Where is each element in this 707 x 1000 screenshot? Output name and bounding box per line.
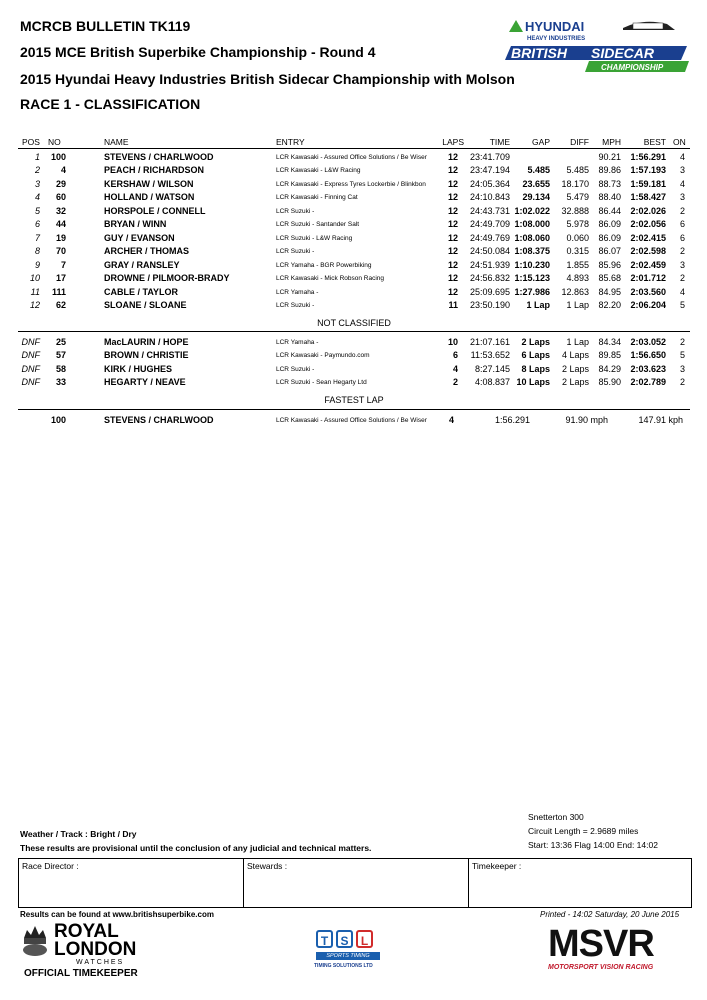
cell-diff: 18.170 (561, 178, 589, 189)
col-mph: MPH (602, 137, 621, 147)
cell-mph: 86.09 (598, 219, 621, 230)
cell-no: 17 (55, 273, 66, 284)
cell-diff: 5.485 (566, 165, 589, 176)
col-diff: DIFF (570, 137, 589, 147)
cell-gap: 5.485 (527, 165, 550, 176)
cell-mph: 89.85 (598, 350, 621, 361)
col-no: NO (48, 137, 61, 147)
not-classified-divider (18, 331, 690, 332)
circuit-length: Circuit Length = 2.9689 miles (528, 826, 639, 836)
cell-name: MacLAURIN / HOPE (104, 337, 189, 347)
cell-pos: 4 (34, 192, 40, 203)
cell-on: 5 (679, 299, 685, 310)
championship-title: 2015 MCE British Superbike Championship - Round 4 (20, 44, 376, 60)
msvr-logo (548, 925, 690, 975)
cell-on: 2 (679, 377, 685, 388)
cell-diff: 32.888 (561, 205, 589, 216)
tsl-letter: S (336, 930, 353, 948)
cell-mph: 88.40 (598, 192, 621, 203)
cell-no: 4 (60, 165, 66, 176)
cell-best: 2:02.459 (630, 259, 666, 270)
cell-laps: 12 (447, 219, 458, 230)
cell-best: 2:02.415 (630, 232, 666, 243)
race-title: RACE 1 - CLASSIFICATION (20, 96, 201, 112)
cell-best: 2:03.560 (630, 286, 666, 297)
cell-no: 7 (60, 259, 66, 270)
cell-pos: 2 (34, 165, 40, 176)
cell-diff: 1 Lap (566, 299, 589, 310)
series-title: 2015 Hyundai Heavy Industries British Sidecar Championship with Molson (20, 71, 515, 87)
cell-time: 23:50.190 (469, 299, 510, 310)
cell-time: 11:53.652 (470, 350, 510, 361)
col-entry: ENTRY (276, 137, 305, 147)
cell-laps: 12 (447, 259, 458, 270)
cell-name: STEVENS / CHARLWOOD (104, 152, 214, 162)
cell-mph: 86.07 (598, 246, 621, 257)
cell-time: 23:41.709 (469, 152, 510, 162)
cell-laps: 12 (447, 152, 458, 162)
cell-on: 2 (679, 337, 685, 347)
cell-gap: 1:08.000 (514, 219, 550, 230)
cell-laps: 12 (447, 165, 458, 176)
cell-pos: 3 (34, 178, 40, 189)
hyundai-sidecar-logo (505, 18, 690, 72)
cell-gap: 29.134 (522, 192, 550, 203)
tsl-letter: T (316, 930, 333, 948)
cell-gap: 1:10.230 (514, 259, 550, 270)
timekeeper-box (469, 859, 691, 907)
cell-name: SLOANE / SLOANE (104, 299, 187, 310)
cell-diff: 4 Laps (561, 350, 589, 361)
cell-entry: LCR Suzuki - Sean Hegarty Ltd (276, 379, 367, 387)
cell-no: 58 (55, 363, 66, 374)
cell-best: 1:56.650 (630, 350, 666, 361)
result-row (18, 363, 690, 376)
london-text: LONDON (54, 939, 137, 960)
cell-entry: LCR Suzuki - (276, 365, 315, 373)
cell-pos: DNF (21, 337, 40, 347)
cell-laps: 10 (447, 337, 458, 347)
timekeeper-label: Timekeeper : (472, 861, 522, 871)
cell-time: 24:50.084 (469, 246, 510, 257)
cell-entry: LCR Kawasaki - Finning Cat (276, 194, 358, 202)
cell-time: 24:10.843 (469, 192, 510, 203)
cell-name: BROWN / CHRISTIE (104, 350, 189, 361)
cell-pos: 5 (34, 205, 40, 216)
cell-entry: LCR Kawasaki - L&W Racing (276, 167, 361, 175)
tsl-letter: L (356, 930, 373, 948)
crown-icon (20, 924, 50, 958)
cell-name: CABLE / TAYLOR (104, 286, 179, 297)
cell-on: 3 (679, 363, 685, 374)
cell-time: 23:47.194 (469, 165, 510, 176)
cell-diff: 5.479 (566, 192, 589, 203)
result-row (18, 286, 690, 299)
cell-entry: LCR Kawasaki - Express Tyres Lockerbie / Blinkbon (276, 180, 426, 188)
cell-pos: 12 (29, 299, 40, 310)
cell-pos: DNF (21, 377, 40, 388)
result-row (18, 191, 690, 204)
cell-mph: 86.09 (598, 232, 621, 243)
fastest-lap-kph: 147.91 kph (638, 415, 683, 425)
cell-gap: 1 Lap (526, 299, 550, 310)
cell-no: 100 (50, 152, 66, 162)
result-row (18, 232, 690, 245)
cell-entry: LCR Suzuki - (276, 248, 315, 256)
cell-gap: 1:27.986 (514, 286, 550, 297)
cell-mph: 88.73 (598, 178, 621, 189)
col-pos: POS (22, 137, 40, 147)
fastest-lap-heading: FASTEST LAP (324, 395, 384, 405)
cell-pos: 8 (34, 246, 40, 257)
cell-diff: 12.863 (561, 286, 589, 297)
cell-name: DROWNE / PILMOOR-BRADY (104, 273, 230, 284)
cell-on: 2 (679, 205, 685, 216)
cell-pos: 6 (34, 219, 40, 230)
cell-mph: 89.86 (598, 165, 621, 176)
cell-best: 2:06.204 (630, 299, 666, 310)
cell-time: 24:56.832 (469, 273, 510, 284)
cell-pos: 1 (34, 152, 40, 162)
cell-mph: 82.20 (598, 299, 621, 310)
cell-time: 24:05.364 (469, 178, 510, 189)
cell-best: 2:02.026 (630, 205, 666, 216)
cell-on: 3 (679, 259, 685, 270)
provisional-notice: These results are provisional until the conclusion of any judicial and technical matters. (20, 843, 372, 853)
tsl-name: TIMING SOLUTIONS LTD (314, 963, 373, 969)
cell-on: 2 (679, 273, 685, 284)
col-on: ON (673, 137, 686, 147)
results-url: Results can be found at www.britishsuperbike.com (20, 910, 214, 919)
cell-gap: 1:08.060 (514, 232, 550, 243)
cell-no: 29 (55, 178, 66, 189)
cell-mph: 85.96 (598, 259, 621, 270)
cell-on: 4 (679, 178, 685, 189)
cell-laps: 2 (452, 377, 458, 388)
cell-laps: 4 (452, 363, 458, 374)
cell-name: GRAY / RANSLEY (104, 259, 180, 270)
cell-mph: 85.90 (598, 377, 621, 388)
cell-laps: 12 (447, 178, 458, 189)
cell-no: 32 (55, 205, 66, 216)
tsl-logo (314, 930, 384, 975)
cell-pos: DNF (21, 363, 40, 374)
cell-best: 2:02.789 (630, 377, 666, 388)
cell-time: 24:49.709 (469, 219, 510, 230)
royal-text: ROYAL (54, 921, 119, 942)
cell-best: 2:02.056 (630, 219, 666, 230)
circuit-name: Snetterton 300 (528, 812, 584, 822)
result-row (18, 151, 690, 164)
cell-on: 3 (679, 165, 685, 176)
cell-gap: 10 Laps (516, 377, 550, 388)
cell-diff: 0.315 (566, 246, 589, 257)
result-row (18, 164, 690, 177)
not-classified-heading: NOT CLASSIFIED (317, 318, 391, 328)
cell-diff: 1.855 (566, 259, 589, 270)
stewards-label: Stewards : (247, 861, 288, 871)
cell-laps: 12 (447, 246, 458, 257)
msvr-sub: MOTORSPORT VISION RACING (548, 964, 654, 971)
fastest-lap-divider (18, 409, 690, 410)
race-director-label: Race Director : (22, 861, 79, 871)
cell-laps: 12 (447, 286, 458, 297)
cell-diff: 2 Laps (561, 377, 589, 388)
cell-entry: LCR Yamaha - (276, 339, 319, 346)
cell-gap: 1:02.022 (514, 205, 550, 216)
stewards-box (244, 859, 469, 907)
col-gap: GAP (532, 137, 550, 147)
cell-pos: 10 (29, 273, 40, 284)
result-row (18, 259, 690, 272)
cell-laps: 11 (448, 299, 458, 310)
cell-name: ARCHER / THOMAS (104, 246, 189, 257)
weather-info: Weather / Track : Bright / Dry (20, 829, 137, 839)
cell-mph: 90.21 (598, 152, 621, 162)
cell-diff: 1 Lap (566, 337, 589, 347)
result-row (18, 336, 690, 349)
cell-time: 24:49.769 (469, 232, 510, 243)
cell-best: 1:58.427 (630, 192, 666, 203)
cell-mph: 84.34 (598, 337, 621, 347)
cell-best: 1:57.193 (630, 165, 666, 176)
cell-no: 33 (55, 377, 66, 388)
cell-time: 4:08.837 (474, 377, 510, 388)
col-best: BEST (643, 137, 666, 147)
cell-no: 57 (55, 350, 66, 361)
cell-gap: 8 Laps (521, 363, 550, 374)
cell-name: KIRK / HUGHES (104, 363, 173, 374)
cell-on: 6 (679, 232, 685, 243)
cell-on: 3 (679, 192, 685, 203)
cell-pos: DNF (21, 350, 40, 361)
cell-mph: 84.95 (598, 286, 621, 297)
official-timekeeper: OFFICIAL TIMEKEEPER (24, 968, 138, 979)
printed-timestamp: Printed - 14:02 Saturday, 20 June 2015 (540, 910, 680, 919)
cell-mph: 86.44 (598, 205, 621, 216)
cell-entry: LCR Yamaha - BGR Powerbiking (276, 261, 372, 269)
cell-pos: 11 (30, 286, 40, 297)
logo-brand: HYUNDAI (525, 19, 585, 34)
cell-name: KERSHAW / WILSON (104, 178, 194, 189)
fastest-lap-no: 100 (50, 415, 66, 425)
race-times: Start: 13:36 Flag 14:00 End: 14:02 (528, 840, 658, 850)
cell-gap: 6 Laps (521, 350, 550, 361)
cell-best: 1:59.181 (630, 178, 666, 189)
cell-no: 62 (55, 299, 66, 310)
fastest-lap-entry: LCR Kawasaki - Assured Office Solutions / Be Wiser (276, 417, 427, 424)
col-time: TIME (489, 137, 510, 147)
race-director-box (19, 859, 244, 907)
cell-entry: LCR Suzuki - Santander Salt (276, 221, 360, 229)
cell-no: 25 (55, 337, 66, 347)
cell-entry: LCR Suzuki - (276, 301, 315, 309)
cell-time: 25:09.695 (469, 286, 510, 297)
cell-entry: LCR Kawasaki - Assured Office Solutions / Be Wiser (276, 154, 427, 161)
cell-name: BRYAN / WINN (104, 219, 167, 230)
cell-laps: 12 (447, 232, 458, 243)
cell-entry: LCR Suzuki - (276, 207, 315, 215)
cell-on: 6 (679, 219, 685, 230)
cell-entry: LCR Yamaha - (276, 288, 319, 296)
result-row (18, 376, 690, 389)
logo-line-3: CHAMPIONSHIP (601, 63, 664, 72)
tsl-sub: SPORTS TIMING (316, 952, 380, 960)
result-row (18, 178, 690, 191)
cell-no: 19 (55, 232, 66, 243)
cell-laps: 12 (447, 273, 458, 284)
fastest-lap-name: STEVENS / CHARLWOOD (104, 415, 214, 425)
cell-mph: 84.29 (598, 363, 621, 374)
signature-boxes (18, 858, 692, 908)
cell-no: 70 (55, 246, 66, 257)
cell-on: 4 (679, 152, 685, 162)
sidecar-logo-graphic (505, 18, 690, 72)
cell-name: GUY / EVANSON (104, 232, 175, 243)
cell-pos: 9 (34, 259, 40, 270)
cell-laps: 6 (452, 350, 458, 361)
cell-no: 111 (51, 286, 66, 297)
result-row (18, 218, 690, 231)
cell-entry: LCR Kawasaki - Mick Robson Racing (276, 275, 385, 283)
cell-diff: 2 Laps (561, 363, 589, 374)
cell-gap: 2 Laps (521, 337, 550, 347)
cell-time: 8:27.145 (474, 363, 510, 374)
cell-gap: 23.655 (522, 178, 550, 189)
cell-no: 44 (55, 219, 66, 230)
result-row (18, 205, 690, 218)
result-row (18, 299, 690, 312)
logo-line-1: BRITISH (511, 45, 567, 61)
result-row (18, 349, 690, 362)
tsl-letters (316, 930, 373, 948)
cell-time: 24:43.731 (469, 205, 510, 216)
col-laps: LAPS (442, 137, 464, 147)
cell-on: 4 (679, 286, 685, 297)
cell-name: HOLLAND / WATSON (104, 192, 195, 203)
cell-time: 24:51.939 (469, 259, 510, 270)
cell-entry: LCR Suzuki - L&W Racing (276, 234, 353, 242)
cell-diff: 5.978 (566, 219, 589, 230)
header-divider (18, 148, 690, 149)
cell-diff: 4.893 (566, 273, 589, 284)
royal-london-logo (20, 922, 155, 982)
cell-best: 2:03.623 (630, 363, 666, 374)
cell-laps: 12 (447, 192, 458, 203)
cell-entry: LCR Kawasaki - Paymundo.com (276, 352, 370, 360)
logo-line-2: SIDECAR (591, 45, 655, 61)
msvr-text: MSVR (548, 923, 654, 965)
cell-on: 2 (679, 246, 685, 257)
fastest-lap-row (18, 414, 690, 427)
watches-text: WATCHES (76, 959, 125, 966)
fastest-lap-time: 1:56.291 (494, 415, 530, 425)
bulletin-title: MCRCB BULLETIN TK119 (20, 18, 191, 34)
fastest-lap-mph: 91.90 mph (565, 415, 608, 425)
cell-gap: 1:08.375 (514, 246, 550, 257)
cell-best: 2:03.052 (630, 337, 666, 347)
cell-best: 1:56.291 (630, 152, 666, 162)
cell-gap: 1:15.123 (514, 273, 550, 284)
cell-laps: 12 (447, 205, 458, 216)
cell-name: HORSPOLE / CONNELL (104, 205, 206, 216)
cell-time: 21:07.161 (469, 337, 510, 347)
col-name: NAME (104, 137, 129, 147)
result-row (18, 245, 690, 258)
result-row (18, 272, 690, 285)
cell-best: 2:02.598 (630, 246, 666, 257)
cell-name: HEGARTY / NEAVE (104, 377, 186, 388)
fastest-lap-lap: 4 (448, 415, 454, 425)
cell-on: 5 (679, 350, 685, 361)
cell-mph: 85.68 (598, 273, 621, 284)
cell-pos: 7 (34, 232, 40, 243)
cell-best: 2:01.712 (630, 273, 666, 284)
cell-diff: 0.060 (566, 232, 589, 243)
logo-brand-sub: HEAVY INDUSTRIES (527, 36, 586, 42)
cell-name: PEACH / RICHARDSON (104, 165, 205, 176)
cell-no: 60 (55, 192, 66, 203)
